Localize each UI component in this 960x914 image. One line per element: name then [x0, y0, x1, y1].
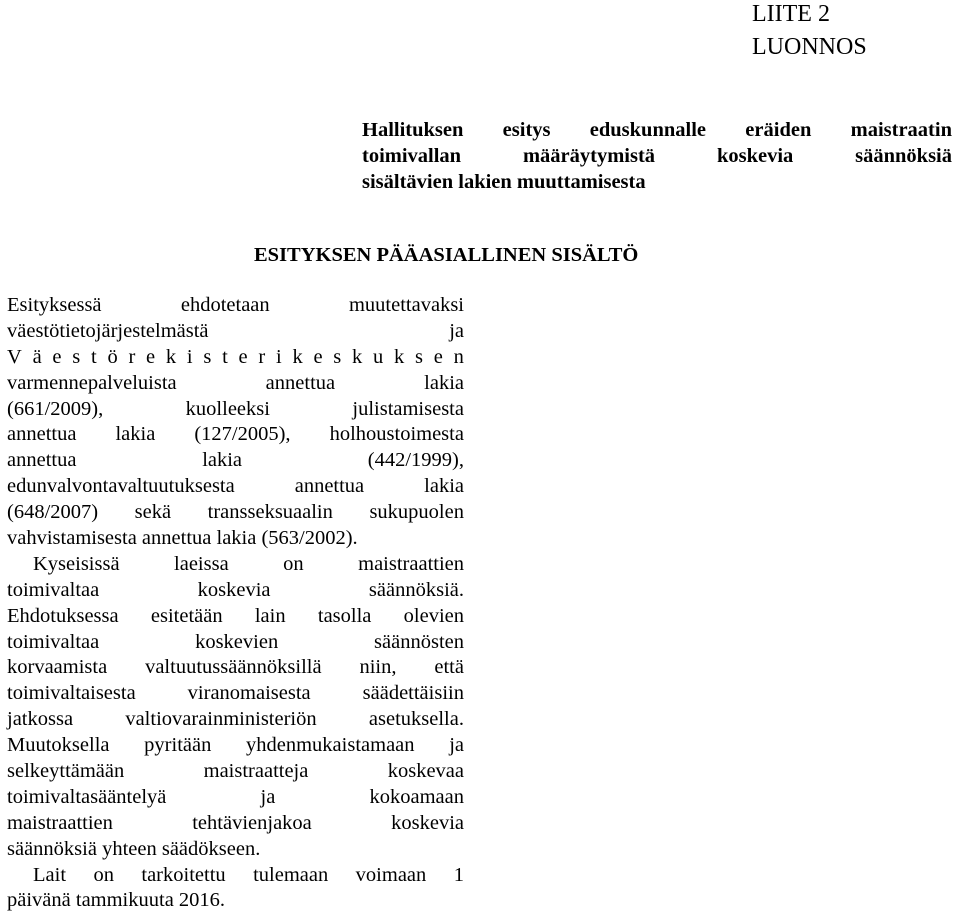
- body-word: tarkoitettu: [141, 863, 226, 886]
- body-line: [7, 811, 464, 837]
- body-word: valtiovarainministeriön: [125, 708, 317, 731]
- body-word: asetuksella.: [368, 708, 464, 731]
- body-line: [7, 293, 464, 319]
- body-word: k: [352, 345, 363, 368]
- body-word: maistraattien: [358, 552, 464, 575]
- title-word: toimivallan: [362, 145, 462, 167]
- annex-header: [752, 0, 867, 64]
- title-word: koskevia: [716, 145, 794, 167]
- body-line: [7, 500, 464, 526]
- body-line: [7, 863, 464, 889]
- body-word: toimivaltaa: [7, 578, 100, 601]
- title-word: esitys: [502, 119, 551, 141]
- body-word: tehtävienjakoa: [192, 811, 312, 834]
- body-word: on: [283, 552, 304, 575]
- body-word: e: [313, 345, 323, 368]
- body-word: u: [373, 345, 384, 368]
- body-word: lakia: [202, 449, 243, 472]
- body-word: edunvalvontavaltuutuksesta: [7, 475, 235, 498]
- body-word: lakia: [424, 475, 464, 498]
- body-word: annettua: [265, 371, 336, 394]
- body-word: k: [292, 345, 303, 368]
- body-line: [7, 319, 464, 345]
- body-word: k: [394, 345, 405, 368]
- body-line: [7, 785, 464, 811]
- body-word: koskevien: [195, 630, 279, 653]
- body-word: säännösten: [374, 630, 464, 653]
- body-word: ö: [107, 345, 118, 368]
- body-word: säännöksiä yhteen säädökseen.: [7, 837, 261, 860]
- body-line: [7, 837, 464, 863]
- summary-body: [7, 293, 464, 914]
- body-word: varmennepalveluista: [7, 371, 177, 394]
- body-word: säännöksiä.: [368, 578, 464, 601]
- body-word: Muutoksella: [7, 734, 110, 757]
- body-word: t: [222, 345, 228, 368]
- body-word: k: [165, 345, 177, 368]
- body-word: pyritään: [144, 734, 212, 757]
- body-word: päivänä tammikuuta 2016.: [7, 889, 226, 912]
- body-word: väestötietojärjestelmästä: [7, 319, 209, 342]
- body-word: ehdotetaan: [180, 294, 270, 316]
- body-word: toimivaltasääntelyä: [7, 785, 167, 808]
- body-word: annettua: [294, 475, 365, 498]
- body-line: [7, 448, 464, 474]
- body-line: [7, 733, 464, 759]
- body-word: yhdenmukaistamaan: [246, 734, 415, 757]
- body-word: sukupuolen: [369, 501, 464, 524]
- body-word: s: [333, 345, 342, 368]
- body-line: [7, 578, 464, 604]
- body-word: (661/2009),: [7, 397, 104, 420]
- body-word: maistraatteja: [203, 760, 309, 783]
- body-word: sekä: [134, 501, 172, 524]
- body-word: koskevaa: [387, 760, 464, 783]
- body-line: [7, 371, 464, 397]
- body-word: että: [434, 656, 464, 679]
- body-word: olevien: [403, 604, 464, 627]
- body-word: ä: [32, 345, 42, 368]
- body-word: e: [52, 345, 62, 368]
- body-word: Lait: [33, 863, 67, 886]
- body-word: s: [203, 345, 212, 368]
- body-word: koskevia: [197, 578, 271, 601]
- body-word: s: [72, 345, 81, 368]
- body-word: on: [93, 863, 114, 886]
- title-word: eduskunnalle: [589, 119, 707, 141]
- body-word: annettua: [7, 423, 77, 446]
- title-word: maistraatin: [850, 119, 952, 141]
- body-word: ja: [260, 785, 276, 808]
- body-word: esitetään: [150, 604, 223, 627]
- title-word: Hallituksen: [362, 119, 464, 141]
- draft-status: LUONNOS: [752, 34, 867, 60]
- document-title: [362, 117, 952, 195]
- body-word: (442/1999),: [367, 449, 464, 472]
- annex-label: LIITE 2: [752, 1, 830, 27]
- body-line: [7, 552, 464, 578]
- body-word: annettua: [7, 449, 77, 472]
- body-word: n: [453, 345, 464, 368]
- body-line: [7, 526, 464, 552]
- body-word: selkeyttämään: [7, 760, 125, 783]
- body-word: lakia: [115, 423, 156, 446]
- body-word: r: [258, 345, 266, 368]
- title-word: eräiden: [745, 119, 812, 141]
- body-word: e: [433, 345, 443, 368]
- body-word: 1: [453, 863, 464, 886]
- body-word: lain: [254, 604, 286, 627]
- section-heading: ESITYKSEN PÄÄASIALLINEN SISÄLTÖ: [254, 244, 639, 266]
- body-word: (648/2007): [7, 501, 99, 524]
- body-word: kuolleeksi: [185, 397, 270, 420]
- body-word: e: [146, 345, 156, 368]
- body-line: [7, 397, 464, 423]
- body-word: i: [186, 345, 193, 368]
- body-word: jatkossa: [7, 708, 74, 731]
- body-word: voimaan: [355, 863, 427, 886]
- body-word: valtuutussäännöksillä: [145, 656, 322, 679]
- title-word: sisältävien lakien muuttamisesta: [362, 171, 646, 193]
- body-word: laeissa: [174, 552, 229, 575]
- body-word: V: [7, 345, 22, 368]
- body-word: kokoamaan: [369, 785, 464, 808]
- body-line: [7, 474, 464, 500]
- body-line: [7, 604, 464, 630]
- body-word: muutettavaksi: [348, 294, 464, 316]
- body-word: lakia: [424, 371, 464, 394]
- body-word: säädettäisiin: [362, 682, 464, 705]
- title-line: [362, 117, 952, 143]
- body-word: koskevia: [391, 811, 464, 834]
- body-word: Esityksessä: [7, 294, 102, 316]
- body-word: r: [128, 345, 136, 368]
- body-word: Ehdotuksessa: [7, 604, 119, 627]
- body-line: [7, 630, 464, 656]
- body-line: [7, 888, 464, 914]
- body-word: niin,: [359, 656, 397, 679]
- title-line: [362, 169, 952, 195]
- body-word: vahvistamisesta annettua lakia (563/2002).: [7, 527, 358, 550]
- body-word: e: [238, 345, 248, 368]
- title-line: [362, 143, 952, 169]
- body-word: toimivaltaa: [7, 630, 100, 653]
- body-word: julistamisesta: [352, 397, 464, 420]
- body-word: t: [91, 345, 97, 368]
- body-line: [7, 422, 464, 448]
- body-word: holhoustoimesta: [329, 423, 464, 446]
- body-line: [7, 655, 464, 681]
- body-line: [7, 707, 464, 733]
- body-line: [7, 759, 464, 785]
- body-word: ja: [449, 319, 464, 342]
- body-word: transseksuaalin: [207, 501, 333, 524]
- body-word: tulemaan: [253, 863, 329, 886]
- title-word: määräytymistä: [522, 145, 656, 167]
- body-line: [7, 681, 464, 707]
- body-word: Kyseisissä: [33, 552, 120, 575]
- body-word: korvaamista: [7, 656, 108, 679]
- body-word: ja: [449, 734, 464, 757]
- body-word: s: [415, 345, 424, 368]
- body-word: maistraattien: [7, 811, 113, 834]
- body-word: viranomaisesta: [187, 682, 311, 705]
- body-line: [7, 345, 464, 371]
- body-word: toimivaltaisesta: [7, 682, 136, 705]
- body-word: tasolla: [317, 604, 372, 627]
- title-word: säännöksiä: [855, 145, 952, 167]
- body-word: (127/2005),: [194, 423, 291, 446]
- body-word: i: [275, 345, 282, 368]
